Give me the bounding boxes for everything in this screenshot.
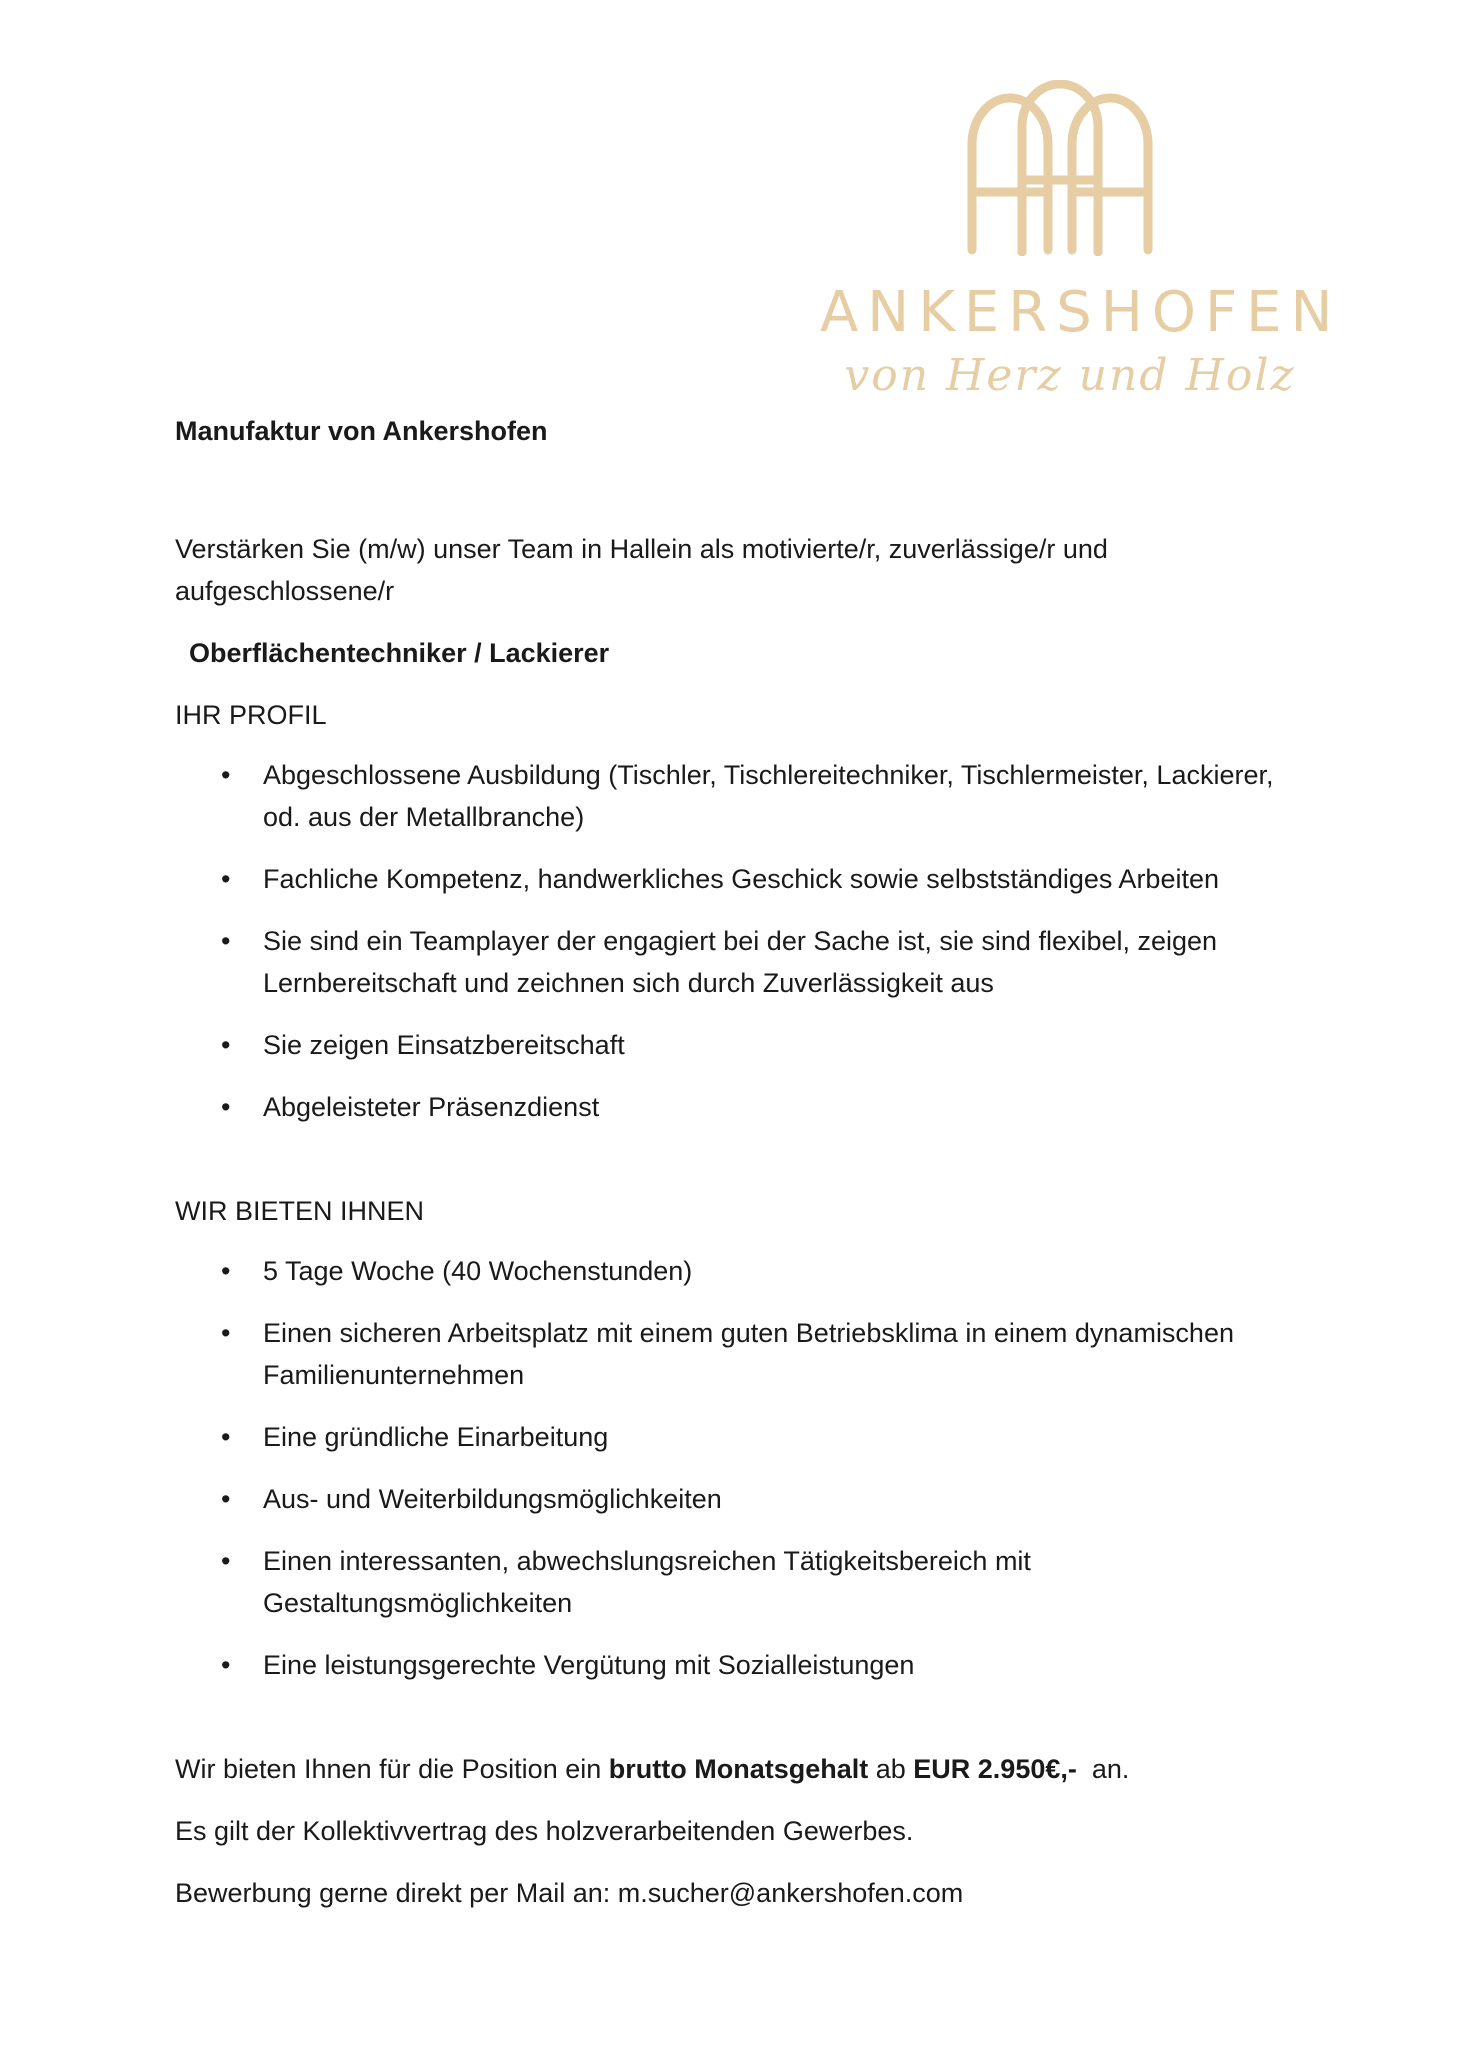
- bullet-icon: •: [221, 1546, 231, 1576]
- company-name: Manufaktur von Ankershofen: [175, 416, 548, 446]
- list-item: • 5 Tage Woche (40 Wochenstunden): [175, 1250, 1315, 1292]
- aaa-monogram-icon: [960, 80, 1160, 256]
- list-item: • Einen sicheren Arbeitsplatz mit einem guten Betriebsklima in einem dynamischen Familienunternehmen: [175, 1312, 1315, 1396]
- salary-text: Wir bieten Ihnen für die Position ein brutto Monatsgehalt ab EUR 2.950€,- an.: [175, 1754, 1130, 1784]
- list-item: • Einen interessanten, abwechslungsreichen Tätigkeitsbereich mit Gestaltungsmöglichkeiten: [175, 1540, 1315, 1624]
- list-item: • Eine gründliche Einarbeitung: [175, 1416, 1315, 1458]
- bullet-icon: •: [221, 1650, 231, 1680]
- document-body: [175, 410, 1315, 1914]
- list-item: • Fachliche Kompetenz, handwerkliches Geschick sowie selbstständiges Arbeiten: [175, 858, 1315, 900]
- profile-heading: IHR PROFIL: [175, 700, 327, 730]
- bullet-icon: •: [221, 1030, 231, 1060]
- collective-agreement-text: Es gilt der Kollektivvertrag des holzverarbeitenden Gewerbes.: [175, 1816, 914, 1846]
- bullet-icon: •: [221, 926, 231, 956]
- company-logo: [820, 80, 1342, 420]
- bullet-icon: •: [221, 1422, 231, 1452]
- list-item: • Aus- und Weiterbildungsmöglichkeiten: [175, 1478, 1315, 1520]
- bullet-icon: •: [221, 1092, 231, 1122]
- intro-text: Verstärken Sie (m/w) unser Team in Hallein als motivierte/r, zuverlässige/r und aufgeschlossene/r: [175, 534, 1108, 606]
- bullet-icon: •: [221, 760, 231, 790]
- logo-brand-name: ANKERSHOFEN: [820, 280, 1342, 345]
- bullet-icon: •: [221, 1484, 231, 1514]
- offer-list: [175, 1250, 1315, 1686]
- list-item: • Abgeleisteter Präsenzdienst: [175, 1086, 1315, 1128]
- bullet-icon: •: [221, 1318, 231, 1348]
- list-item: • Abgeschlossene Ausbildung (Tischler, Tischlereitechniker, Tischlermeister, Lackierer, od. aus der Metallbranche): [175, 754, 1315, 838]
- list-item: • Sie sind ein Teamplayer der engagiert bei der Sache ist, sie sind flexibel, zeigen Lernbereitschaft und zeichnen sich durch Zuverlässigkeit aus: [175, 920, 1315, 1004]
- bullet-icon: •: [221, 1256, 231, 1286]
- profile-list: [175, 754, 1315, 1128]
- list-item: • Eine leistungsgerechte Vergütung mit Sozialleistungen: [175, 1644, 1315, 1686]
- application-text: Bewerbung gerne direkt per Mail an: m.sucher@ankershofen.com: [175, 1878, 964, 1908]
- bullet-icon: •: [221, 864, 231, 894]
- list-item: • Sie zeigen Einsatzbereitschaft: [175, 1024, 1315, 1066]
- offer-heading: WIR BIETEN IHNEN: [175, 1196, 425, 1226]
- job-title: Oberflächentechniker / Lackierer: [189, 638, 610, 668]
- logo-tagline: von Herz und Holz: [844, 350, 1296, 401]
